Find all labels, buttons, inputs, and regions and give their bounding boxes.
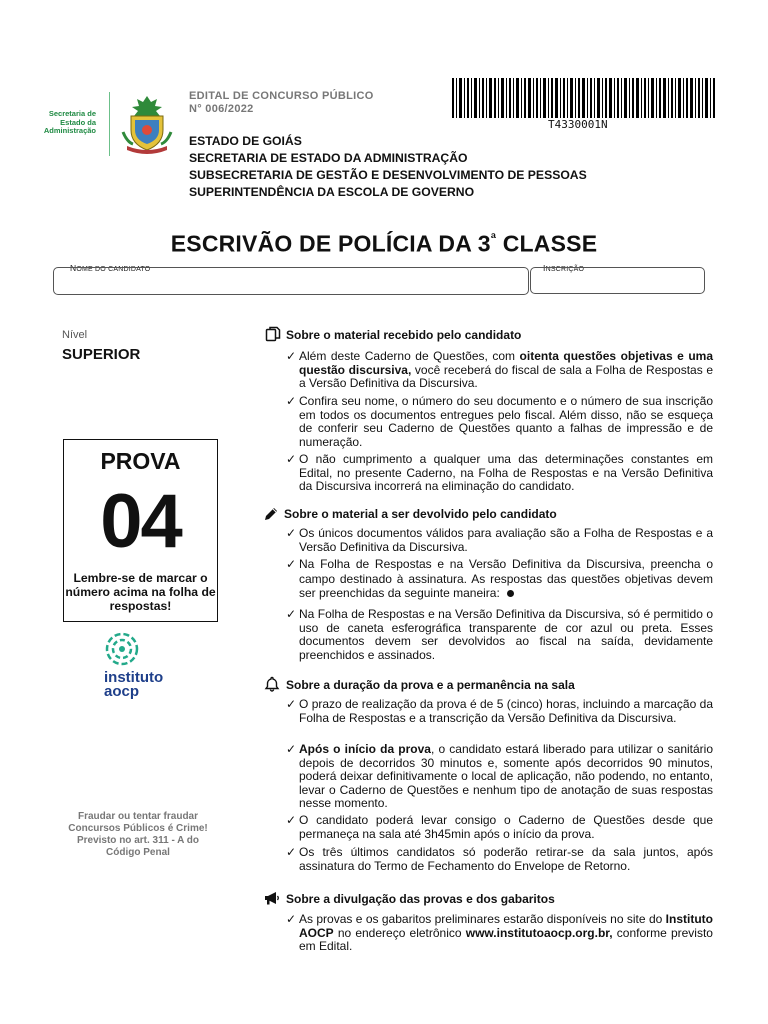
org-line-state: ESTADO DE GOIÁS [189,134,302,148]
edital-heading [189,90,374,116]
item-text: As provas e os gabaritos preliminares estarão disponíveis no site do [299,912,666,926]
section-heading-material-devolvido: Sobre o material a ser devolvido pelo candidato [284,507,557,521]
aocp-logo [104,633,174,703]
secretaria-logo: Secretaria de Estado da Administração [43,109,96,135]
prova-number: 04 [100,479,181,564]
item-text-bold: Após o início da prova [299,742,431,756]
bell-icon [264,676,280,692]
check-icon: ✓ [286,526,297,540]
exam-title-rest: CLASSE [496,230,598,257]
item-text: O candidato poderá levar consigo o Caderno de Questões desde que permaneça na sala até 3h45min após o início da prova. [299,813,713,841]
check-icon: ✓ [286,607,297,621]
check-icon: ✓ [286,557,297,571]
check-icon: ✓ [286,697,297,711]
check-icon: ✓ [286,912,297,926]
check-icon: ✓ [286,845,297,859]
org-line-subsecretaria: SUBSECRETARIA DE GESTÃO E DESENVOLVIMENTO DE PESSOAS [189,168,587,182]
section-heading-divulgacao: Sobre a divulgação das provas e dos gabaritos [286,892,555,906]
exam-title-main: ESCRIVÃO DE POLÍCIA DA 3 [170,230,491,257]
check-icon: ✓ [286,813,297,827]
prova-note: Lembre-se de marcar o número acima na folha de respostas! [65,571,216,613]
org-line-superintendencia: SUPERINTENDÊNCIA DA ESCOLA DE GOVERNO [189,185,475,199]
inscricao-field[interactable] [530,267,705,294]
aocp-symbol-icon [104,631,140,667]
list-item [286,846,713,873]
check-icon: ✓ [286,394,297,408]
aocp-logo-line1: instituto [104,669,164,686]
check-icon: ✓ [286,452,297,466]
barcode [452,78,715,118]
barcode-number: T4330001N [548,118,608,131]
list-item [286,557,713,601]
item-text: , o candidato estará liberado para utilizar o sanitário depois de decorridos 30 minutos e, somente após decorridos 90 minutos, poderá deixar definitivamente o local de aplicação, não podendo, no entanto, levar o Caderno de Questões e nenhum tipo de anotação de suas respostas nesse momento. [299,742,714,810]
edital-number: N° 006/2022 [189,103,254,115]
item-text: O não cumprimento a qualquer uma das determinações constantes em Edital, no presente Caderno, na Folha de Respostas e na Versão Definitiva da Discursiva incorrerá na eliminação do candidato. [299,452,713,493]
prova-box [63,439,218,622]
section-heading-duracao: Sobre a duração da prova e a permanência na sala [286,678,575,692]
item-text: conforme previsto em Edital. [299,925,713,953]
megaphone-icon [264,890,280,906]
list-item [286,395,713,449]
prova-label: PROVA [100,448,181,474]
item-text: você receberá do fiscal de sala a Folha de Respostas e a Versão Definitiva da Discursiva. [299,362,714,390]
nome-candidato-field[interactable] [53,267,529,295]
logo-divider [109,92,110,156]
aocp-logo-line2: aocp [104,683,140,700]
list-item [286,814,713,841]
pencil-icon [263,506,279,522]
goias-crest-icon [119,92,175,156]
item-text: Confira seu nome, o número do seu documento e o número de sua inscrição em todos os documentos entregues pelo fiscal. Além disso, não se esqueça de conferir seu Caderno de Questões quanto a falhas de impressão e de numeração. [299,394,713,449]
edital-title: EDITAL DE CONCURSO PÚBLICO [189,90,374,102]
copy-icon [265,326,281,342]
aocp-website-link[interactable]: www.institutoaocp.org.br, [465,925,613,940]
inscricao-label-cap: I [543,263,546,273]
item-text: Os três últimos candidatos só poderão retirar-se da sala juntos, após assinatura do Termo de Fechamento do Envelope de Retorno. [299,845,713,873]
list-item [286,608,713,662]
item-text: Os únicos documentos válidos para avaliação são a Folha de Respostas e a Versão Definitiva da Discursiva. [299,526,713,554]
inscricao-label-rest: NSCRIÇÃO [545,266,585,273]
nivel-value: SUPERIOR [62,346,141,363]
item-text-bold: Instituto AOCP [299,912,713,940]
fraud-warning: Fraudar ou tentar fraudar Concursos Públicos é Crime! Previsto no art. 311 - A do Código Penal [68,811,208,858]
nome-label-rest: OME DO CANDIDATO [76,266,151,273]
org-line-secretaria: SECRETARIA DE ESTADO DA ADMINISTRAÇÃO [189,151,468,165]
item-text: Na Folha de Respostas e na Versão Definitiva da Discursiva, só é permitido o uso de caneta esferográfica transparente de cor azul ou preta. Esses documentos devem ser devolvidos ao fiscal na saída, devidamente preenchidos e assinados. [299,607,713,662]
item-text-bold: oitenta questões objetivas e uma questão discursiva, [299,349,713,377]
list-item [286,698,713,725]
list-item [286,743,713,811]
exam-title-ordinal: ª [490,230,497,246]
item-text: Na Folha de Respostas e na Versão Definitiva da Discursiva, preencha o campo destinado à assinatura. As respostas das questões objetivas devem ser preenchidas da seguinte maneira: [299,557,713,600]
exam-title [0,230,768,258]
filled-bubble-icon [507,590,514,597]
section-heading-material-recebido: Sobre o material recebido pelo candidato [286,328,522,342]
organization-block [189,133,587,201]
item-text: Além deste Caderno de Questões, com [299,349,520,363]
list-item [286,350,713,391]
list-item [286,453,713,494]
item-text: no endereço eletrônico [333,925,466,940]
item-text: O prazo de realização da prova é de 5 (cinco) horas, incluindo a marcação da Folha de Respostas e a transcrição da Versão Definitiva da Discursiva. [299,697,713,725]
nivel-label: Nível [62,329,88,341]
list-item [286,913,713,954]
check-icon: ✓ [286,349,297,363]
check-icon: ✓ [286,742,297,756]
nome-label-cap: N [70,263,77,273]
list-item [286,527,713,554]
